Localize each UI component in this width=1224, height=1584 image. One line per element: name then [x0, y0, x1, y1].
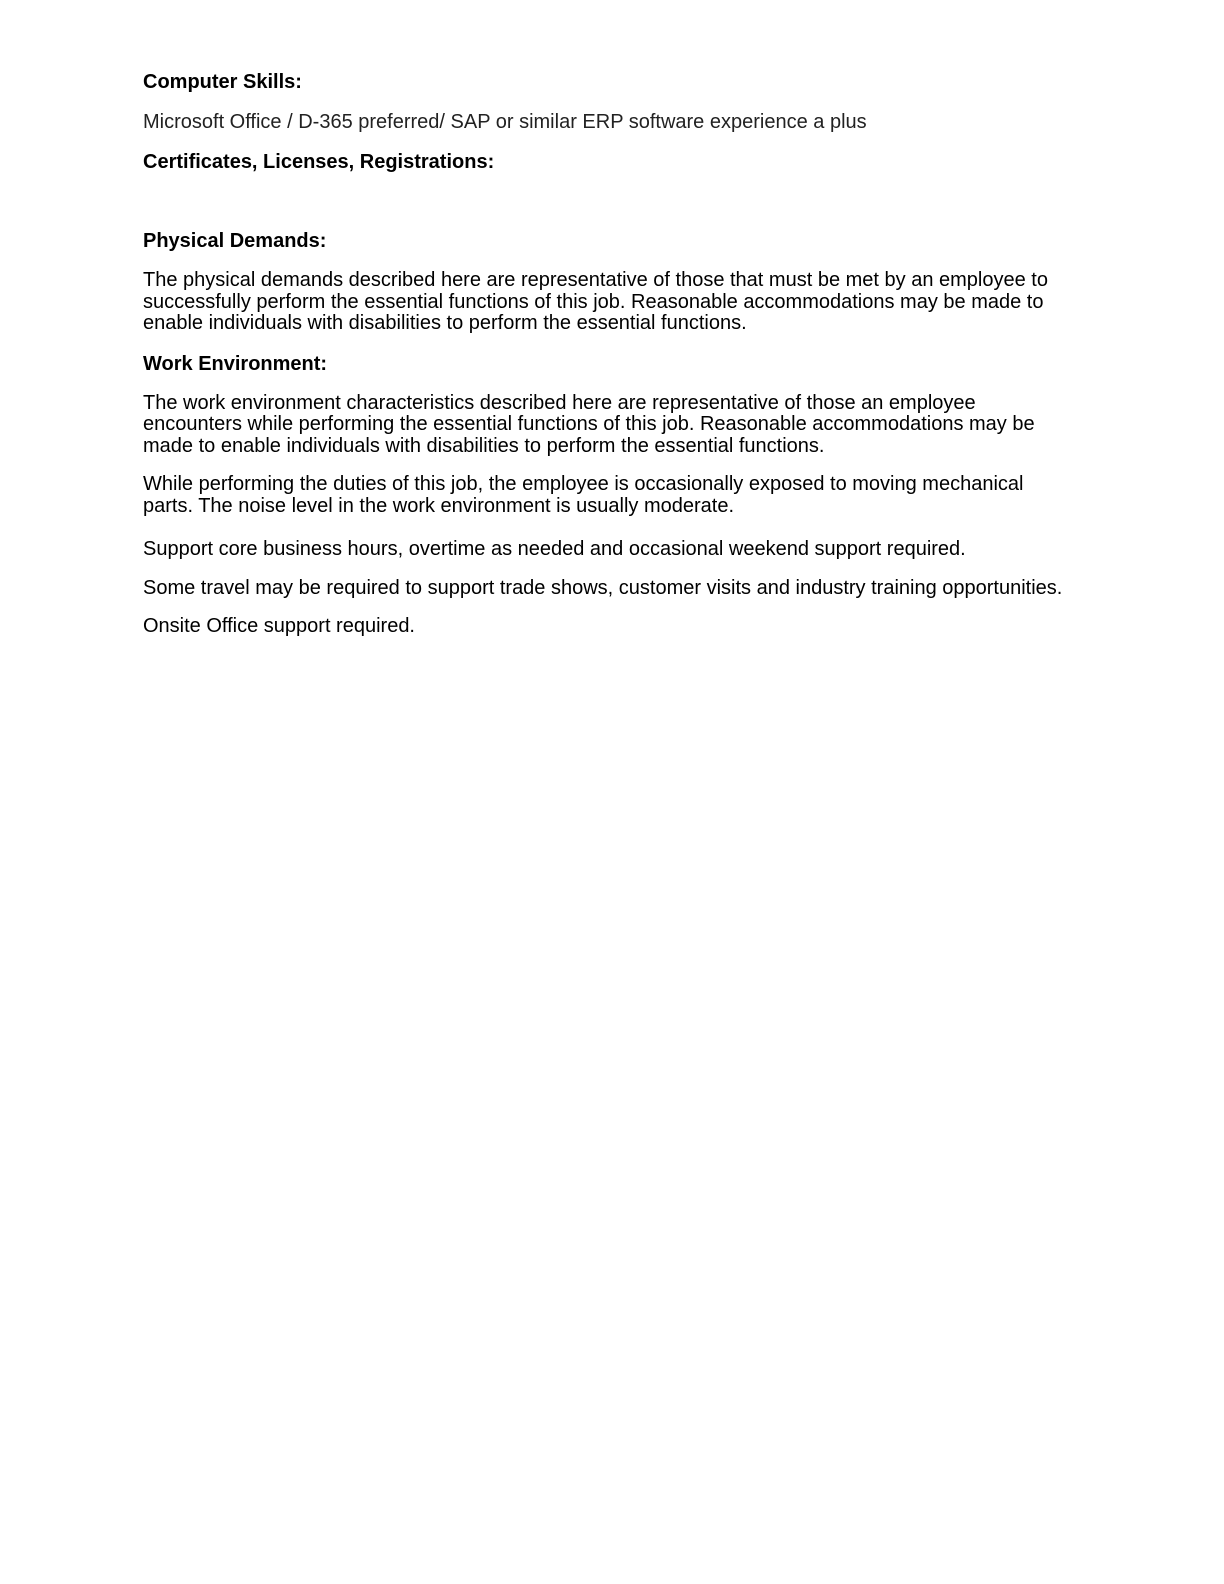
onsite-text: Onsite Office support required.	[143, 615, 415, 637]
physical-demands-heading: Physical Demands:	[143, 230, 327, 252]
document-page	[143, 70, 1073, 638]
work-environment-paragraph: The work environment characteristics described here are representative of those an employee encounters while performing the essential functions of this job. Reasonable accommodations may be made to enable individuals with disabilities to perform the essential functions.	[143, 391, 1035, 457]
work-environment-heading: Work Environment:	[143, 352, 328, 375]
work-environment-paragraph: While performing the duties of this job, the employee is occasionally exposed to moving mechanical parts. The noise level in the work environment is usually moderate.	[143, 473, 1024, 517]
computer-skills-text: Microsoft Office / D-365 preferred/ SAP or similar ERP software experience a plus	[143, 111, 867, 133]
business-hours-text: Support core business hours, overtime as needed and occasional weekend support required.	[143, 538, 966, 560]
physical-demands-text: The physical demands described here are representative of those that must be met by an employee to successfully perform the essential functions of this job. Reasonable accommodations may be made to enable individuals with disabilities to perform the essential functions.	[143, 269, 1048, 334]
certificates-heading: Certificates, Licenses, Registrations:	[143, 151, 495, 173]
travel-text: Some travel may be required to support trade shows, customer visits and industry training opportunities.	[143, 576, 1063, 599]
computer-skills-heading: Computer Skills:	[143, 71, 302, 93]
